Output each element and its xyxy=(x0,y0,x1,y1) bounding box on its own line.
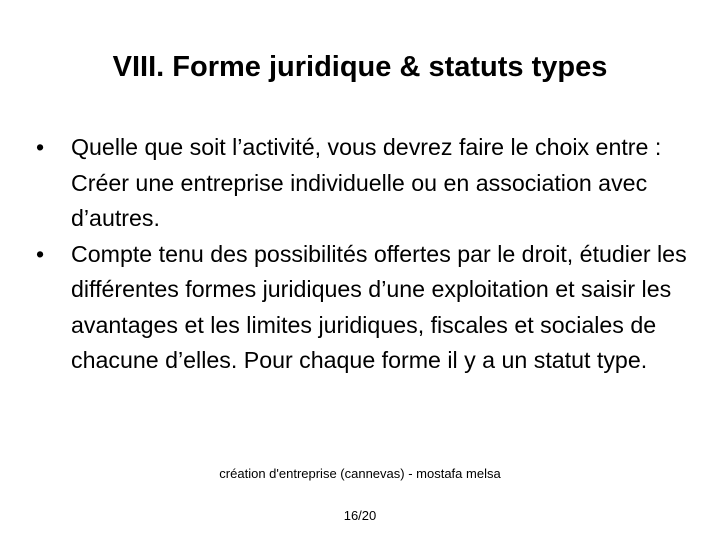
bullet-text: Compte tenu des possibilités offertes par le droit, étudier les différentes formes juridiques d’une exploitation et saisir les avantages et les limites juridiques, fiscales et sociales de chacune d’elles. Pour chaque forme il y a un statut type. xyxy=(71,240,687,373)
bullet-item xyxy=(36,130,706,237)
bullet-text: Quelle que soit l’activité, vous devrez faire le choix entre : Créer une entreprise individuelle ou en association avec d’autres. xyxy=(71,134,662,231)
bullet-dot-icon: • xyxy=(36,240,45,267)
slide-footer: création d'entreprise (cannevas) - mostafa melsa xyxy=(219,466,501,481)
page-number: 16/20 xyxy=(343,508,377,523)
slide-title: VIII. Forme juridique & statuts types xyxy=(112,51,608,83)
bullet-item xyxy=(36,237,706,379)
bullet-dot-icon: • xyxy=(36,134,45,160)
bullet-list xyxy=(36,130,706,379)
